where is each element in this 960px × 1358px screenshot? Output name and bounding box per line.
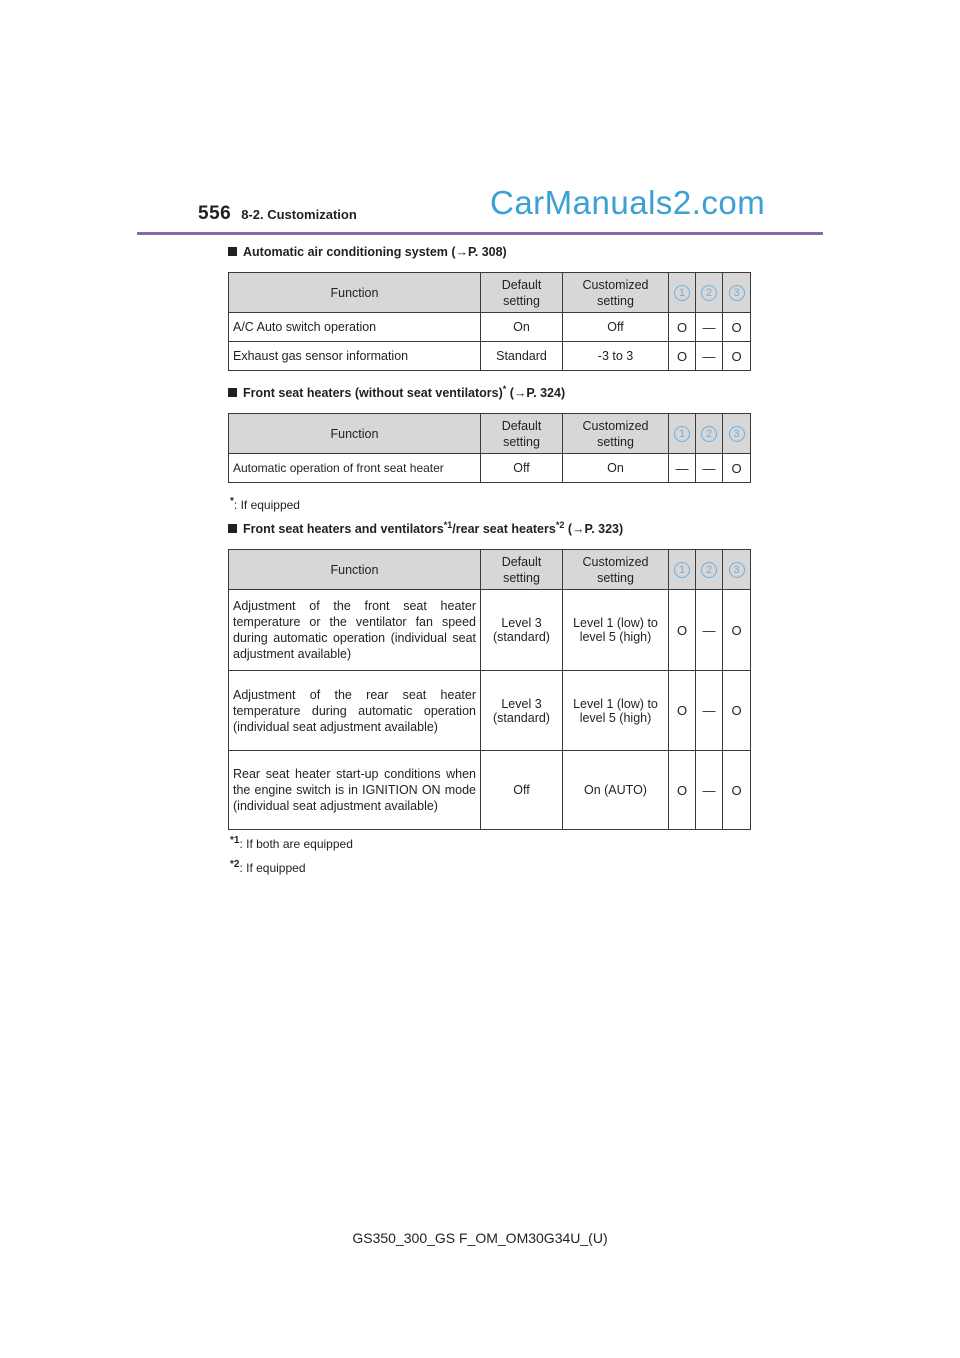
page-number: 556 bbox=[198, 203, 232, 224]
table-header-row bbox=[229, 273, 751, 313]
col-default: Default setting bbox=[481, 550, 563, 590]
col-1-icon: 1 bbox=[669, 273, 696, 313]
table-ac bbox=[228, 272, 751, 371]
square-bullet-icon bbox=[228, 524, 237, 533]
col-2-icon: 2 bbox=[696, 273, 723, 313]
table-front-heaters bbox=[228, 413, 751, 483]
col-3-icon: 3 bbox=[723, 550, 751, 590]
document-footer: GS350_300_GS F_OM_OM30G34U_(U) bbox=[352, 1230, 608, 1246]
table-header-row bbox=[229, 414, 751, 454]
footnote-if-equipped: *: If equipped bbox=[230, 496, 300, 512]
section-heading-heaters-ventilators: Front seat heaters and ventilators$^{*1}$/rear seat heaters$^{*2}$ (→P. 323) bbox=[228, 520, 623, 536]
table-row: Adjustment of the rear seat heater temperature during automatic operation (individual seat adjustment available) Level 3 (standard) Level 1 (low) to level 5 (high) O — O bbox=[229, 671, 751, 751]
col-2-icon: 2 bbox=[696, 414, 723, 454]
table-row: Adjustment of the front seat heater temperature or the ventilator fan speed during automatic operation (individual seat adjustment available) Level 3 (standard) Level 1 (low) to level 5 (high) O — O bbox=[229, 590, 751, 671]
footnote-both-equipped: $^{*1}$: If both are equipped bbox=[230, 835, 353, 851]
square-bullet-icon bbox=[228, 388, 237, 397]
col-default: Default setting bbox=[481, 414, 563, 454]
table-heaters-ventilators bbox=[228, 549, 751, 830]
section-title: 8-2. Customization bbox=[241, 207, 357, 222]
table-row: Automatic operation of front seat heater Off On — — O bbox=[229, 454, 751, 483]
table-header-row bbox=[229, 550, 751, 590]
col-customized: Customized setting bbox=[563, 414, 669, 454]
table-row: A/C Auto switch operation On Off O — O bbox=[229, 313, 751, 342]
col-function: Function bbox=[229, 550, 481, 590]
footnote-if-equipped-2: $^{*2}$: If equipped bbox=[230, 859, 306, 875]
col-3-icon: 3 bbox=[723, 414, 751, 454]
page-header bbox=[198, 203, 357, 225]
col-3-icon: 3 bbox=[723, 273, 751, 313]
table-row: Exhaust gas sensor information Standard -3 to 3 O — O bbox=[229, 342, 751, 371]
watermark: CarManuals2.com bbox=[490, 184, 766, 221]
square-bullet-icon bbox=[228, 247, 237, 256]
table-row: Rear seat heater start-up conditions when the engine switch is in IGNITION ON mode (individual seat adjustment available) Off On (AUTO) O — O bbox=[229, 751, 751, 830]
col-function: Function bbox=[229, 273, 481, 313]
col-customized: Customized setting bbox=[563, 550, 669, 590]
col-1-icon: 1 bbox=[669, 550, 696, 590]
header-rule bbox=[137, 232, 823, 235]
col-default: Default setting bbox=[481, 273, 563, 313]
section-heading-ac: Automatic air conditioning system (→P. 308) bbox=[228, 245, 507, 259]
col-1-icon: 1 bbox=[669, 414, 696, 454]
col-customized: Customized setting bbox=[563, 273, 669, 313]
col-function: Function bbox=[229, 414, 481, 454]
section-heading-front-heaters: Front seat heaters (without seat ventilators)* (→P. 324) bbox=[228, 384, 565, 400]
col-2-icon: 2 bbox=[696, 550, 723, 590]
